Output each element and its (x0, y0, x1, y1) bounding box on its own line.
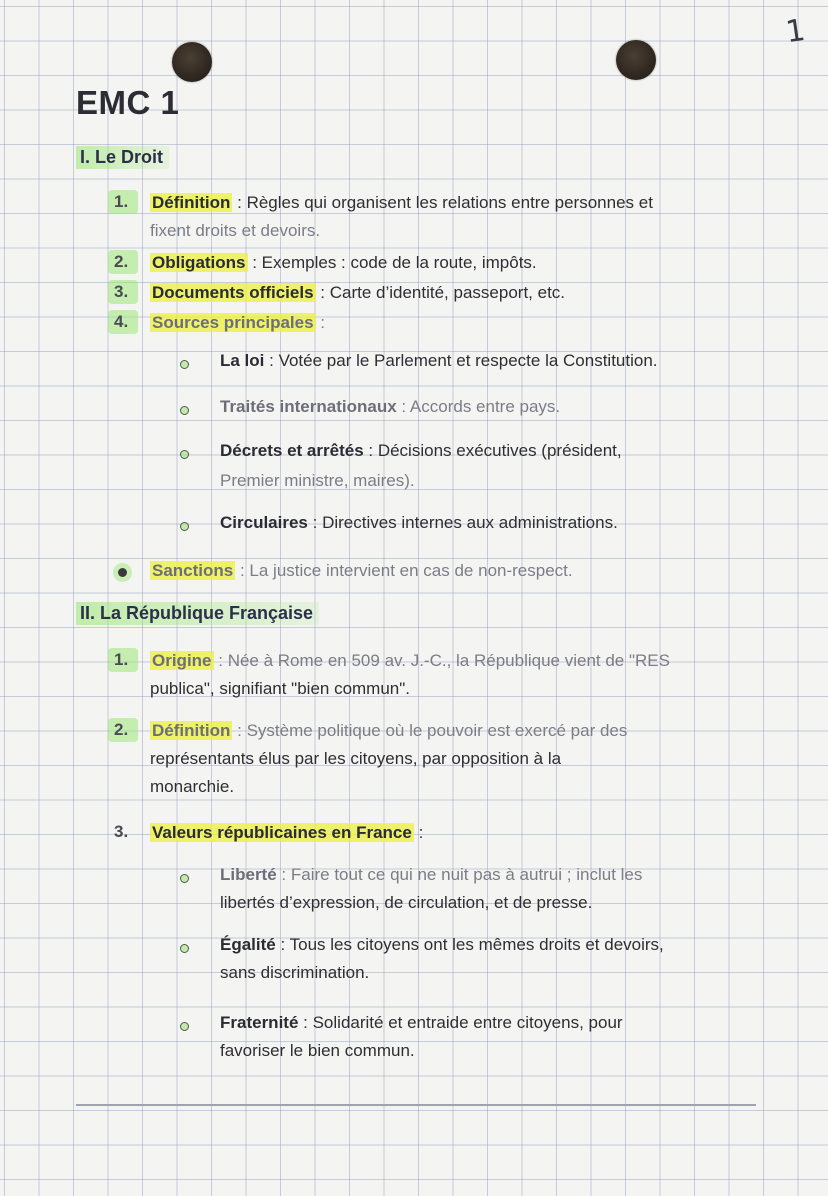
source-loi: La loi : Votée par le Parlement et respecte la Constitution. (220, 351, 658, 370)
value-fraternite: Fraternité : Solidarité et entraide entre citoyens, pour (220, 1013, 623, 1032)
definition-term: Définition (152, 721, 231, 740)
value-text-line2: favoriser le bien commun. (220, 1041, 415, 1060)
sources-item: Sources principales : (152, 313, 326, 332)
source-term: Décrets et arrêtés (220, 441, 364, 460)
origine-term: Origine (152, 651, 212, 670)
bullet-icon (180, 450, 189, 459)
sanctions-text: La justice intervient en cas de non-respect. (249, 561, 573, 580)
bullet-icon (180, 406, 189, 415)
source-term: La loi (220, 351, 265, 370)
definition-item: Définition : Règles qui organisent les relations entre personnes et (152, 193, 653, 212)
valeurs-term: Valeurs républicaines en France (152, 823, 412, 842)
source-text: Votée par le Parlement et respecte la Constitution. (278, 351, 658, 370)
item-number: 2. (114, 252, 129, 271)
source-text-line2: Premier ministre, maires). (220, 471, 415, 490)
value-term: Égalité (220, 935, 276, 954)
bullet-icon (180, 944, 189, 953)
page-title: EMC 1 (76, 84, 180, 121)
bullet-icon (180, 522, 189, 531)
documents-text: Carte d’identité, passeport, etc. (329, 283, 566, 302)
value-text: Solidarité et entraide entre citoyens, pour (312, 1013, 623, 1032)
bullet-icon (180, 1022, 189, 1031)
section-heading-republique: II. La République Française (76, 602, 319, 625)
section-heading-droit: I. Le Droit (76, 146, 169, 169)
punch-hole-right (616, 40, 656, 80)
item-number: 1. (114, 650, 129, 669)
documents-item: Documents officiels : Carte d’identité, passeport, etc. (152, 283, 566, 302)
source-text: Décisions exécutives (président, (377, 441, 622, 460)
item-number: 3. (114, 822, 129, 841)
item-number: 1. (114, 192, 129, 211)
obligations-item: Obligations : Exemples : code de la route, impôts. (152, 253, 537, 272)
definition-term: Définition (152, 193, 231, 212)
value-text: Faire tout ce qui ne nuit pas à autrui ; inclut les (290, 865, 643, 884)
definition-republique-item: Définition : Système politique où le pouvoir est exercé par des (152, 721, 628, 740)
origine-text-line2: publica", signifiant "bien commun". (150, 679, 411, 698)
item-number: 3. (114, 282, 129, 301)
origine-item: Origine : Née à Rome en 509 av. J.-C., la République vient de "RES (152, 651, 670, 670)
source-circulaires: Circulaires : Directives internes aux administrations. (220, 513, 618, 532)
sources-term: Sources principales (152, 313, 314, 332)
source-traites: Traités internationaux : Accords entre pays. (220, 397, 561, 416)
definition-text: Règles qui organisent les relations entre personnes et (246, 193, 653, 212)
documents-term: Documents officiels (152, 283, 314, 302)
value-liberte: Liberté : Faire tout ce qui ne nuit pas à autrui ; inclut les (220, 865, 643, 884)
source-term: Traités internationaux (220, 397, 397, 416)
punch-hole-left (172, 42, 212, 82)
item-number: 4. (114, 312, 129, 331)
definition-text-line2: représentants élus par les citoyens, par opposition à la (150, 749, 562, 768)
valeurs-item: Valeurs républicaines en France : (152, 823, 424, 842)
source-text: Accords entre pays. (409, 397, 561, 416)
source-term: Circulaires (220, 513, 308, 532)
source-text: Directives internes aux administrations. (322, 513, 618, 532)
sanctions-item: Sanctions : La justice intervient en cas de non-respect. (152, 561, 573, 580)
page-number: 1 (783, 12, 808, 51)
sanctions-term: Sanctions (152, 561, 234, 580)
value-text-line2: libertés d’expression, de circulation, et de presse. (220, 893, 593, 912)
obligations-text: Exemples : code de la route, impôts. (261, 253, 537, 272)
definition-text-line2: fixent droits et devoirs. (150, 221, 321, 240)
source-decrets: Décrets et arrêtés : Décisions exécutives (président, (220, 441, 622, 460)
bullet-dot-icon (118, 568, 127, 577)
value-term: Liberté (220, 865, 277, 884)
obligations-term: Obligations (152, 253, 246, 272)
bullet-icon (180, 360, 189, 369)
origine-text: Née à Rome en 509 av. J.-C., la République vient de "RES (227, 651, 670, 670)
bullet-icon (180, 874, 189, 883)
item-number: 2. (114, 720, 129, 739)
divider (76, 1104, 756, 1106)
definition-text-line3: monarchie. (150, 777, 235, 796)
value-text-line2: sans discrimination. (220, 963, 370, 982)
definition-text: Système politique où le pouvoir est exercé par des (246, 721, 628, 740)
value-text: Tous les citoyens ont les mêmes droits et devoirs, (289, 935, 664, 954)
value-egalite: Égalité : Tous les citoyens ont les mêmes droits et devoirs, (220, 935, 664, 954)
value-term: Fraternité (220, 1013, 299, 1032)
